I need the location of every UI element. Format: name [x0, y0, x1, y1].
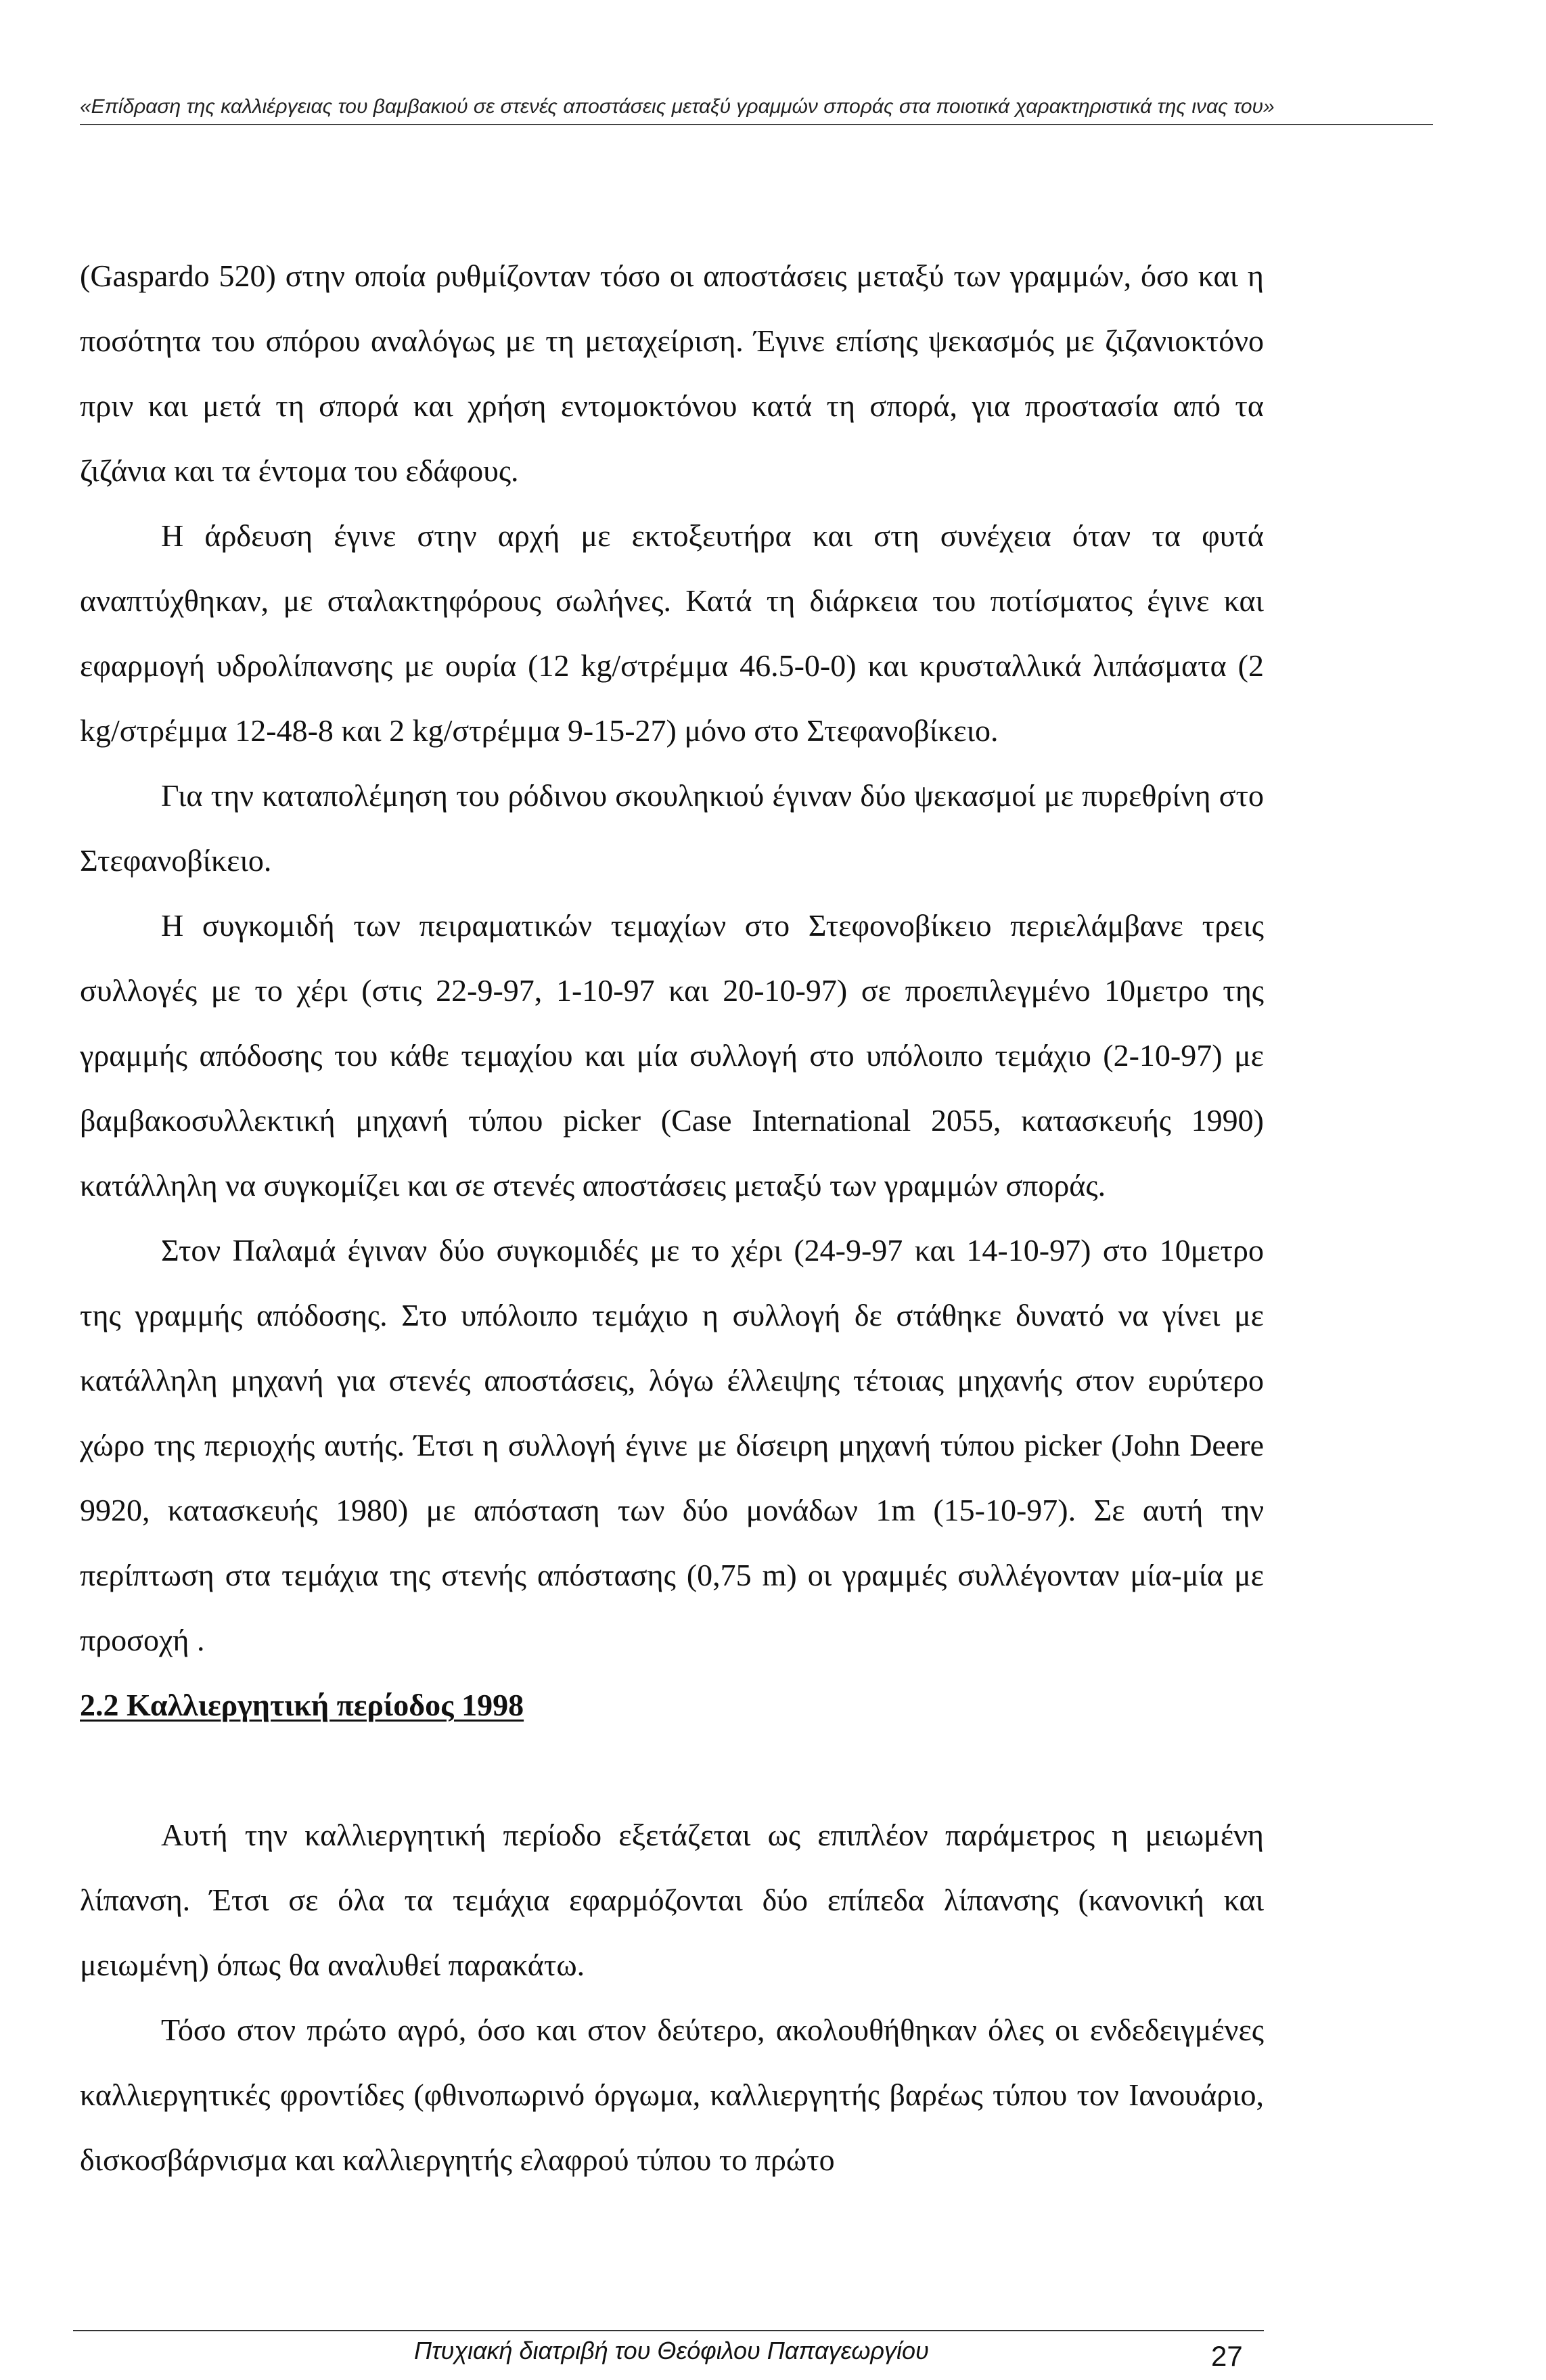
section-heading: 2.2 Καλλιεργητική περίοδος 1998 [80, 1688, 524, 1722]
footer-thesis-credit: Πτυχιακή διατριβή του Θεόφιλου Παπαγεωργίου [414, 2337, 929, 2364]
page-number: 27 [1211, 2340, 1243, 2372]
header-rule [80, 124, 1433, 125]
paragraph-harvest-palamas: Στον Παλαμά έγιναν δύο συγκομιδές με το χέρι (24-9-97 και 14-10-97) στο 10μετρο της γραμμής απόδοσης. Στο υπόλοιπο τεμάχιο η συλλογή δε στάθηκε δυνατό να γίνει με κατάλληλη μηχανή για στενές αποστάσεις, λόγω έλλειψης τέτοιας μηχανής στον ευρύτερο χώρο της περιοχής αυτής. Έτσι η συλλογή έγινε με δίσειρη μηχανή τύπου picker (John Deere 9920, κατασκευής 1980) με απόσταση των δύο μονάδων 1m (15-10-97). Σε αυτή την περίπτωση στα τεμάχια της στενής απόστασης (0,75 m) οι γραμμές συλλέγονταν μία-μία με προσοχή . [80, 1233, 1264, 1657]
paragraph-continuation: (Gaspardo 520) στην οποία ρυθμίζονταν τόσο οι αποστάσεις μεταξύ των γραμμών, όσο και η ποσότητα του σπόρου αναλόγως με τη μεταχείριση. Έγινε επίσης ψεκασμός με ζιζανιοκτόνο πριν και μετά τη σπορά και χρήση εντομοκτόνου κατά τη σπορά, για προστασία από τα ζιζάνια και τα έντομα του εδάφους. [80, 259, 1264, 488]
body-text [80, 244, 1264, 1673]
paragraph-pest-control: Για την καταπολέμηση του ρόδινου σκουληκιού έγιναν δύο ψεκασμοί με πυρεθρίνη στο Στεφανοβίκειο. [80, 778, 1264, 878]
paragraph-harvest-stefanovikeio: Η συγκομιδή των πειραματικών τεμαχίων στο Στεφονοβίκειο περιελάμβανε τρεις συλλογές με το χέρι (στις 22-9-97, 1-10-97 και 20-10-97) σε προεπιλεγμένο 10μετρο της γραμμής απόδοσης του κάθε τεμαχίου και μία συλλογή στο υπόλοιπο τεμάχιο (2-10-97) με βαμβακοσυλλεκτική μηχανή τύπου picker (Case International 2055, κατασκευής 1990) κατάλληλη να συγκομίζει και σε στενές αποστάσεις μεταξύ των γραμμών σποράς. [80, 908, 1264, 1203]
running-header: «Επίδραση της καλλιέργειας του βαμβακιού σε στενές αποστάσεις μεταξύ γραμμών σποράς στα ποιοτικά χαρακτηριστικά της ινας του» [80, 95, 1275, 118]
paragraph-cultivation-practices: Τόσο στον πρώτο αγρό, όσο και στον δεύτερο, ακολουθήθηκαν όλες οι ενδεδειγμένες καλλιεργητικές φροντίδες (φθινοπωρινό όργωμα, καλλιεργητής βαρέως τύπου τον Ιανουάριο, δισκοσβάρνισμα και καλλιεργητής ελαφρού τύπου το πρώτο [80, 2013, 1264, 2177]
section-body-text [80, 1803, 1264, 2193]
footer-rule [73, 2330, 1264, 2331]
paragraph-reduced-fertilization: Αυτή την καλλιεργητική περίοδο εξετάζεται ως επιπλέον παράμετρος η μειωμένη λίπανση. Έτσι σε όλα τα τεμάχια εφαρμόζονται δύο επίπεδα λίπανσης (κανονική και μειωμένη) όπως θα αναλυθεί παρακάτω. [80, 1818, 1264, 1982]
paragraph-irrigation: Η άρδευση έγινε στην αρχή με εκτοξευτήρα και στη συνέχεια όταν τα φυτά αναπτύχθηκαν, με σταλακτηφόρους σωλήνες. Κατά τη διάρκεια του ποτίσματος έγινε και εφαρμογή υδρολίπανσης με ουρία (12 kg/στρέμμα 46.5-0-0) και κρυσταλλικά λιπάσματα (2 kg/στρέμμα 12-48-8 και 2 kg/στρέμμα 9-15-27) μόνο στο Στεφανοβίκειο. [80, 518, 1264, 748]
